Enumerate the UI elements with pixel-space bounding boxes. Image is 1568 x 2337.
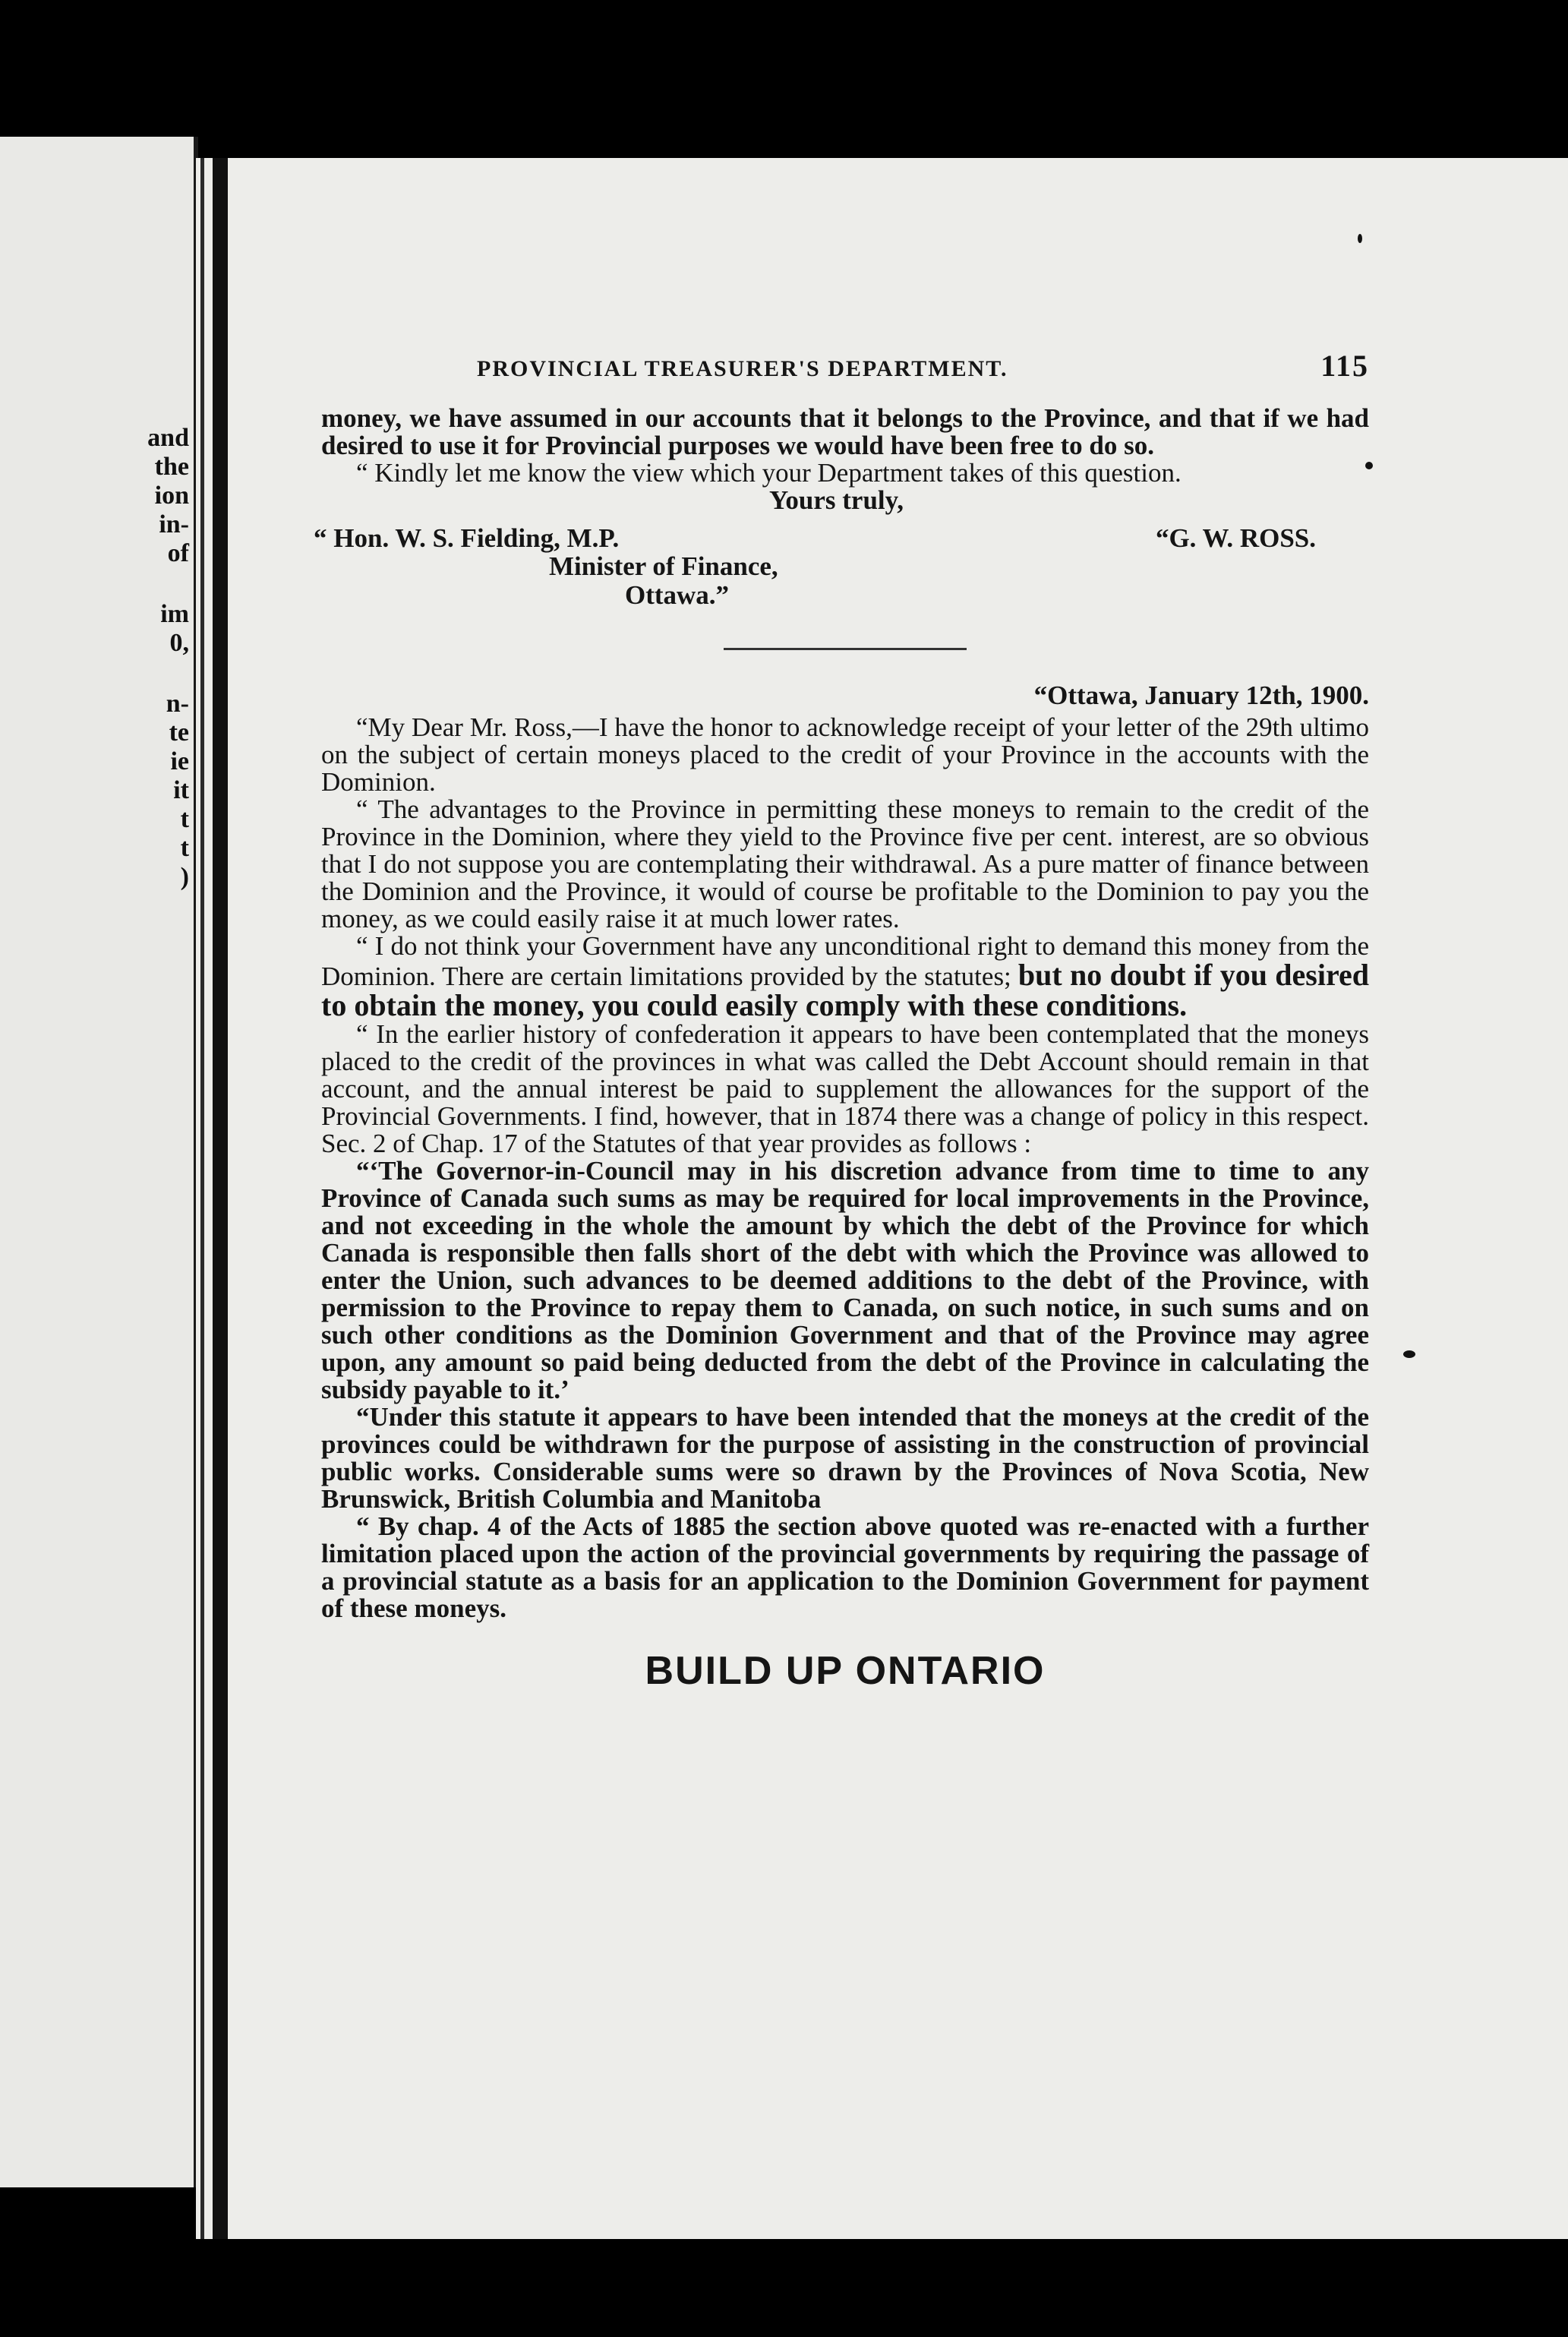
- fragment-text: t: [180, 834, 189, 862]
- fragment-text: ion: [154, 482, 189, 510]
- addressee-line: [314, 523, 1369, 553]
- fragment-text: the: [154, 453, 189, 481]
- document-page: [196, 158, 1568, 2239]
- paragraph: “ By chap. 4 of the Acts of 1885 the section above quoted was re-enacted with a further limitation placed upon the action of the provincial governments by requiring the passage of a provincial statute as a basis for an application to the Dominion Government for payment of these moneys.: [321, 1511, 1369, 1623]
- fragment-text: n-: [166, 690, 189, 718]
- fragment-text: 0,: [169, 629, 189, 657]
- speck: [1358, 234, 1362, 243]
- addressee-place: Ottawa.”: [625, 580, 730, 610]
- facing-page-fragment: [0, 137, 198, 2187]
- binding-shadow: [213, 158, 228, 2239]
- dateline: “Ottawa, January 12th, 1900.: [1033, 681, 1369, 710]
- page-content: [314, 348, 1369, 1694]
- addressee-title: Minister of Finance,: [549, 551, 778, 581]
- emphasized-text: but no doubt if you desired to obtain the money, you could easily comply with these conditions.: [321, 958, 1369, 1022]
- page-header: [321, 348, 1369, 384]
- section-divider: [724, 648, 967, 650]
- paragraph-text: “ I do not think your Government have any unconditional right to demand this money from the Dominion. There are certain limitations provided by the statutes;: [321, 931, 1369, 991]
- speck: [1403, 1350, 1415, 1358]
- paragraph: money, we have assumed in our accounts that it belongs to the Province, and that if we had desired to use it for Provincial purposes we would have been free to do so.: [321, 403, 1369, 460]
- fragment-text: it: [173, 776, 189, 804]
- fragment-text: t: [180, 805, 189, 833]
- binding-edge: [200, 158, 204, 2239]
- banner-slogan: BUILD UP ONTARIO: [645, 1649, 1046, 1693]
- running-title: PROVINCIAL TREASURER'S DEPARTMENT.: [477, 356, 1008, 381]
- page-number: 115: [1320, 349, 1369, 383]
- fragment-text: of: [167, 539, 189, 567]
- fragment-text: te: [169, 718, 189, 747]
- paragraph: “ In the earlier history of confederation it appears to have been contemplated that the moneys placed to the credit of the provinces in what was called the Debt Account should remain in that account, and the annual interest be paid to supplement the allowances for the support of the Provincial Governments. I find, however, that in 1874 there was a change of policy in this respect. Sec. 2 of Chap. 17 of the Statutes of that year provides as follows :: [321, 1019, 1369, 1158]
- paragraph: “ Kindly let me know the view which your Department takes of this question.: [356, 458, 1182, 488]
- closing-line: [321, 487, 1369, 514]
- statute-quote: “‘The Governor-in-Council may in his discretion advance from time to time to any Province of Canada such sums as may be required for local improvements in the Province, and not exceeding in the whole the amount by which the debt of the Province for which Canada is responsible then falls short of the debt with which the Province was allowed to enter the Union, such advances to be deemed additions to the debt of the Province, with permission to the Province to repay them to Canada, on such notice, in such sums and on such other conditions as the Dominion Government and that of the Province may agree upon, any amount so paid being deducted from the debt of the Province in calculating the subsidy payable to it.’: [321, 1156, 1369, 1404]
- fragment-text: ie: [170, 747, 189, 775]
- valediction: Yours truly,: [769, 485, 904, 515]
- paragraph: [321, 933, 1369, 1021]
- paragraph: “ The advantages to the Province in permitting these moneys to remain to the credit of the Province in the Dominion, where they yield to the Province five per cent. interest, are so obvious that I do not suppose you are contemplating their withdrawal. As a pure matter of finance between the Dominion and the Province, it would of course be profitable to the Dominion to pay you the money, as we could easily raise it at much lower rates.: [321, 794, 1369, 933]
- paragraph: “My Dear Mr. Ross,—I have the honor to acknowledge receipt of your letter of the 29th ultimo on the subject of certain moneys placed to the credit of your Province in the accounts with the Dominion.: [321, 712, 1369, 797]
- fragment-text: and: [147, 424, 189, 452]
- fragment-text: im: [160, 600, 189, 628]
- addressee-name: “ Hon. W. S. Fielding, M.P.: [314, 523, 620, 553]
- signature: “G. W. ROSS.: [1155, 523, 1316, 553]
- fragment-text: ): [180, 863, 189, 891]
- fragment-text: in-: [159, 510, 189, 538]
- paragraph: “Under this statute it appears to have been intended that the moneys at the credit of the provinces could be withdrawn for the purpose of assisting in the construction of provincial public works. Considerable sums were so drawn by the Provinces of Nova Scotia, New Brunswick, British Columbia and Manitoba: [321, 1402, 1369, 1514]
